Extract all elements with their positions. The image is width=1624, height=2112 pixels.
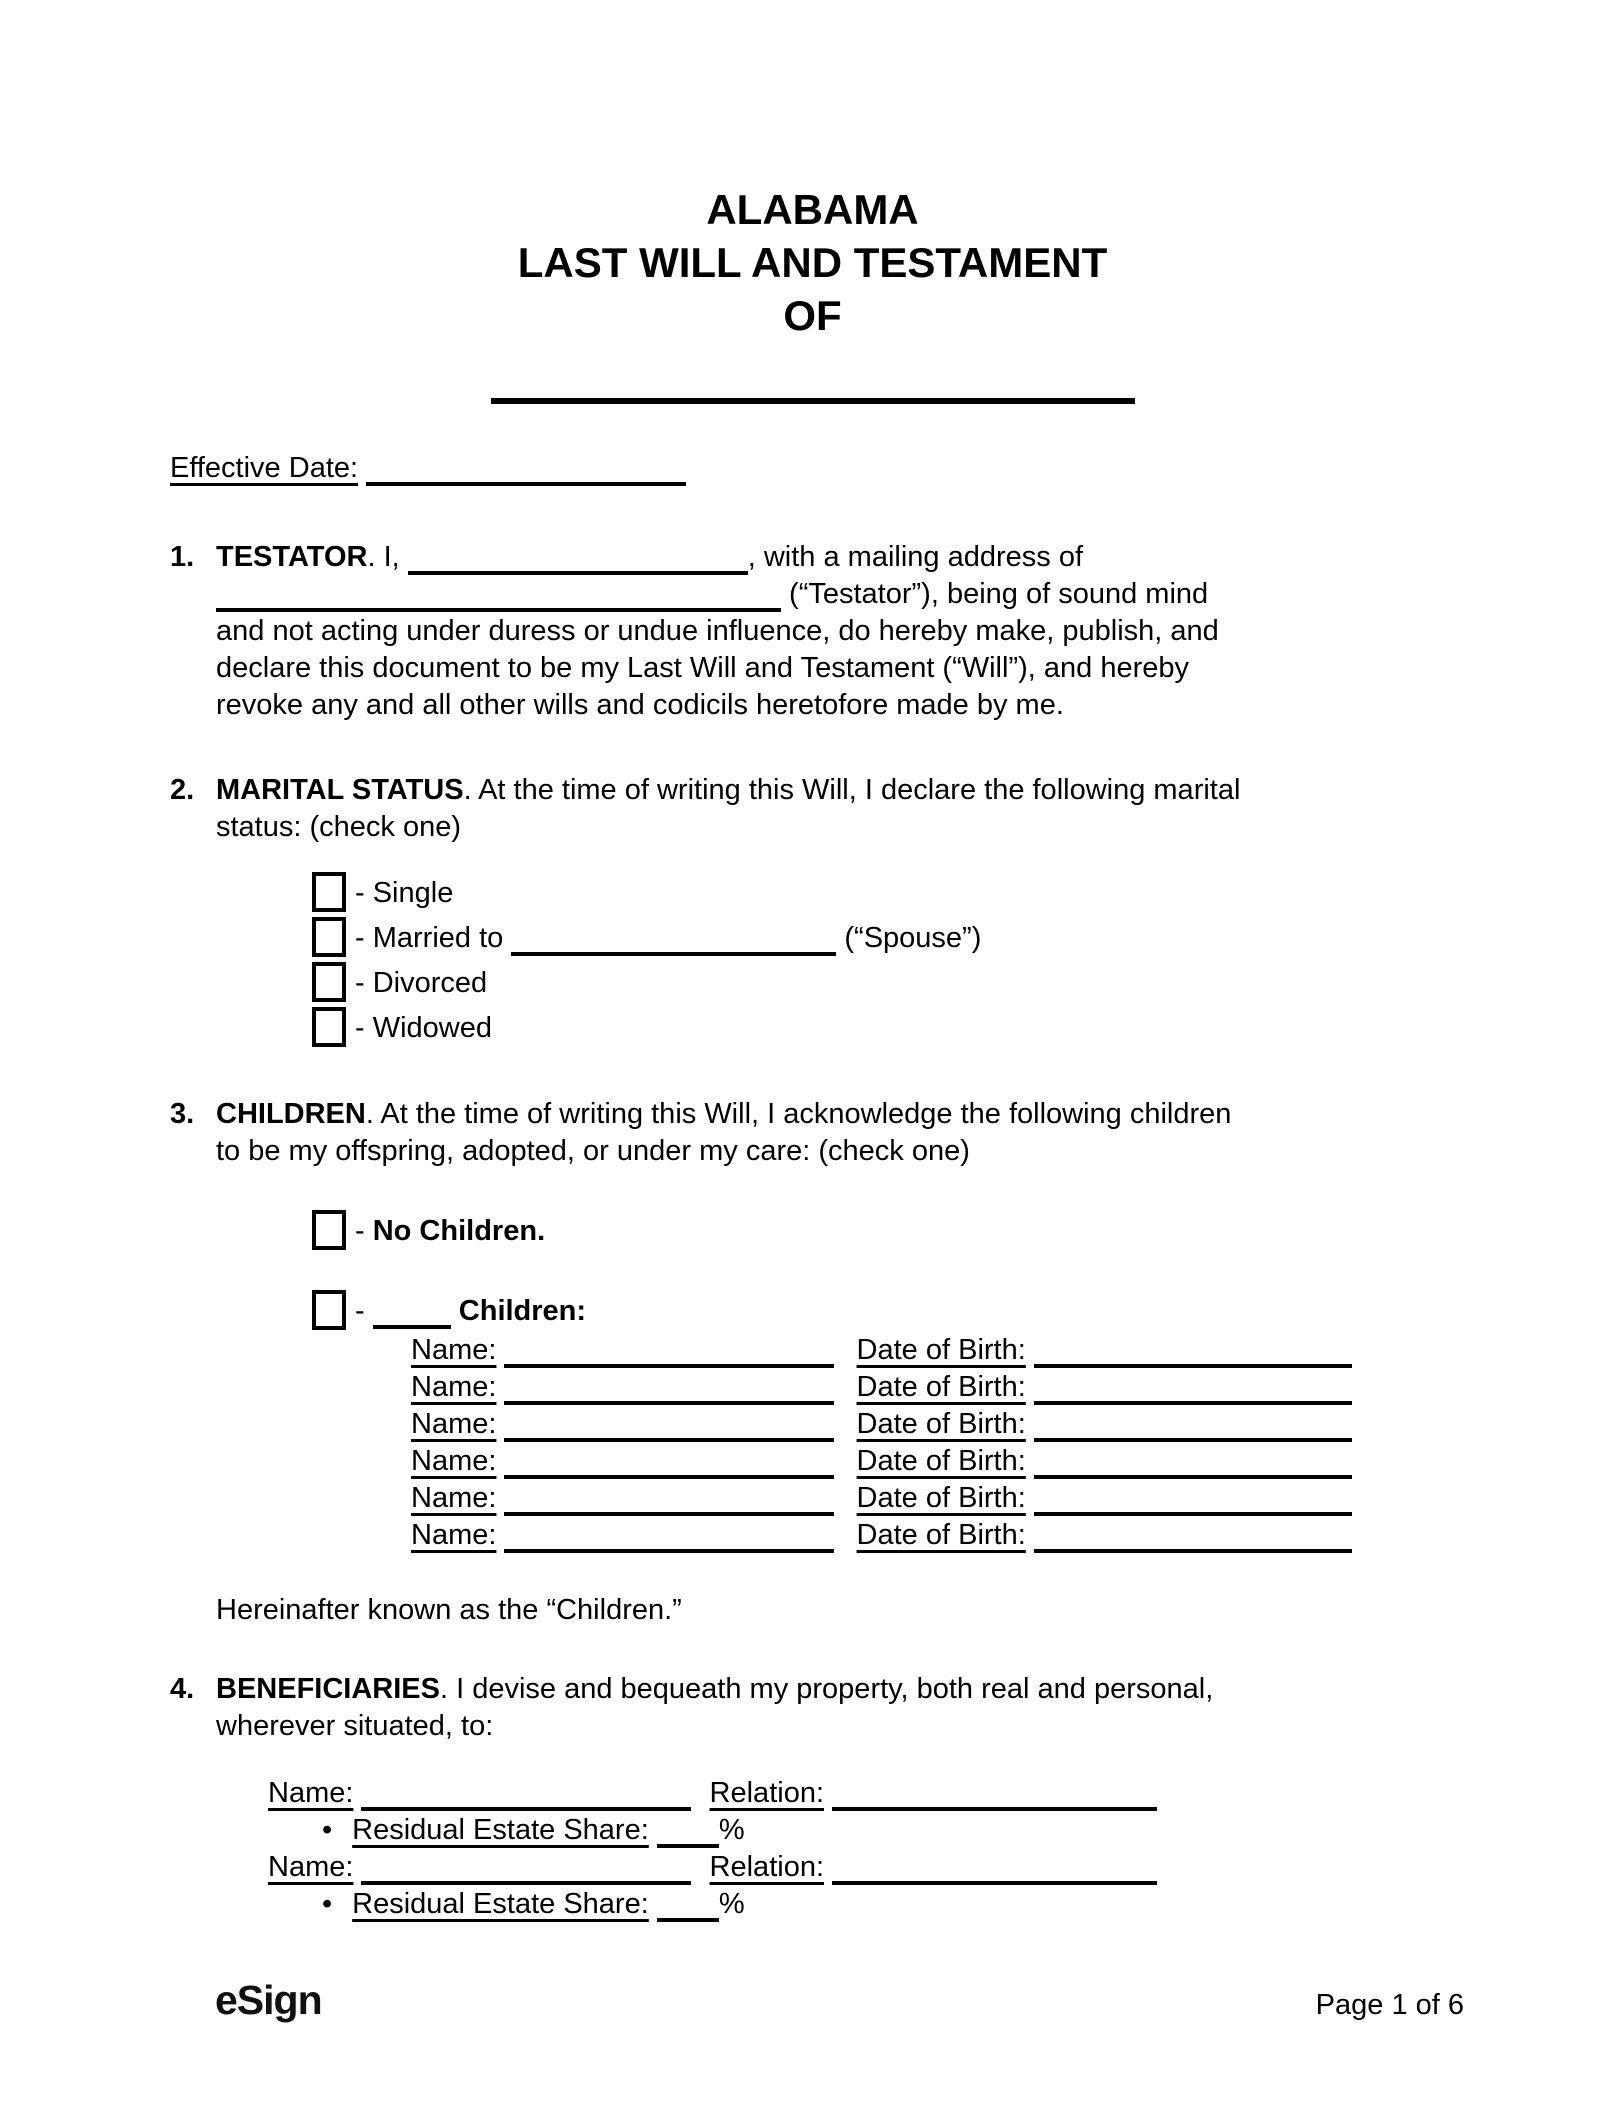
beneficiaries-line-1 — [216, 1671, 1455, 1708]
marital-text-1: . At the time of writing this Will, I declare the following marital — [463, 774, 1241, 806]
option-no-children — [312, 1210, 1455, 1250]
title-line-state: ALABAMA — [706, 186, 919, 233]
testator-address-blank[interactable] — [216, 608, 781, 612]
child-5-dob-blank[interactable] — [1034, 1512, 1352, 1516]
beneficiary-1-share-label: Residual Estate Share: — [352, 1814, 649, 1846]
child-1-dob-blank[interactable] — [1034, 1364, 1352, 1368]
child-3-dob-label: Date of Birth: — [856, 1408, 1026, 1440]
option-has-children — [312, 1290, 1455, 1330]
testator-name-line-blank[interactable] — [491, 398, 1135, 404]
beneficiary-2-relation-label: Relation: — [709, 1851, 825, 1883]
page-indicator: Page 1 of 6 — [1315, 1989, 1464, 2021]
beneficiary-2-name-label: Name: — [268, 1851, 354, 1883]
title-line-of: OF — [783, 292, 842, 339]
beneficiaries-line-2: wherever situated, to: — [216, 1710, 494, 1742]
child-2-name-blank[interactable] — [504, 1401, 834, 1405]
option-single-label: - Single — [355, 877, 454, 909]
section-marital-heading: MARITAL STATUS — [216, 774, 464, 806]
title-line-main: LAST WILL AND TESTAMENT — [517, 239, 1108, 286]
children-text-1: . At the time of writing this Will, I acknowledge the following children — [365, 1098, 1232, 1130]
child-row-4 — [411, 1443, 1455, 1480]
checkbox-married[interactable] — [312, 917, 346, 957]
bullet-icon: • — [322, 1814, 333, 1846]
option-widowed-label: - Widowed — [355, 1012, 492, 1044]
no-children-period: . — [537, 1215, 546, 1247]
children-line-2: to be my offspring, adopted, or under my care: (check one) — [216, 1135, 970, 1167]
beneficiary-1-relation-blank[interactable] — [832, 1807, 1157, 1811]
child-row-5 — [411, 1480, 1455, 1517]
effective-date-label: Effective Date: — [170, 452, 359, 484]
section-beneficiaries — [170, 1671, 1455, 1923]
beneficiary-2-share-label: Residual Estate Share: — [352, 1888, 649, 1920]
beneficiary-1-share-blank[interactable] — [657, 1844, 719, 1848]
beneficiary-1-share-row — [322, 1812, 1455, 1849]
section-children — [170, 1096, 1455, 1629]
child-1-name-blank[interactable] — [504, 1364, 834, 1368]
no-children-label: No Children — [372, 1215, 538, 1247]
child-2-dob-blank[interactable] — [1034, 1401, 1352, 1405]
beneficiary-2-relation-blank[interactable] — [832, 1881, 1157, 1885]
beneficiary-1-name-blank[interactable] — [361, 1807, 691, 1811]
child-6-name-label: Name: — [411, 1519, 497, 1551]
child-row-3 — [411, 1406, 1455, 1443]
child-row-6 — [411, 1517, 1455, 1554]
child-3-name-label: Name: — [411, 1408, 497, 1440]
section-children-heading: CHILDREN — [216, 1098, 366, 1130]
section-beneficiaries-heading: BENEFICIARIES — [216, 1673, 440, 1705]
child-3-dob-blank[interactable] — [1034, 1438, 1352, 1442]
child-3-name-blank[interactable] — [504, 1438, 834, 1442]
beneficiaries-text-1: . I devise and bequeath my property, both real and personal, — [439, 1673, 1214, 1705]
children-line-1 — [216, 1096, 1455, 1133]
section-children-number: 3. — [170, 1098, 195, 1130]
bullet-icon: • — [322, 1888, 333, 1920]
child-2-dob-label: Date of Birth: — [856, 1371, 1026, 1403]
children-count-dash: - — [355, 1295, 373, 1327]
testator-line-3: and not acting under duress or undue influence, do hereby make, publish, and — [216, 615, 1219, 647]
beneficiary-1-row — [268, 1775, 1455, 1812]
section-testator-number: 1. — [170, 541, 195, 573]
no-children-dash: - — [355, 1215, 373, 1247]
child-row-2 — [411, 1369, 1455, 1406]
child-4-dob-label: Date of Birth: — [856, 1445, 1026, 1477]
child-2-name-label: Name: — [411, 1371, 497, 1403]
option-married — [312, 917, 1455, 957]
beneficiary-2-percent-sign: % — [718, 1888, 745, 1920]
marital-line-2: status: (check one) — [216, 811, 461, 843]
child-5-name-blank[interactable] — [504, 1512, 834, 1516]
option-married-suffix: (“Spouse”) — [836, 922, 982, 954]
child-1-name-label: Name: — [411, 1334, 497, 1366]
page-footer — [215, 1978, 1464, 2024]
checkbox-single[interactable] — [312, 872, 346, 912]
option-married-label: - Married to — [355, 922, 512, 954]
option-widowed — [312, 1007, 1455, 1047]
child-4-dob-blank[interactable] — [1034, 1475, 1352, 1479]
effective-date-blank[interactable] — [366, 482, 686, 486]
children-table — [411, 1332, 1455, 1554]
beneficiary-2-name-blank[interactable] — [361, 1881, 691, 1885]
section-marital-status — [170, 772, 1455, 1052]
section-testator — [170, 539, 1455, 724]
children-count-label: Children — [458, 1295, 577, 1327]
testator-line-4: declare this document to be my Last Will and Testament (“Will”), and hereby — [216, 652, 1189, 684]
section-testator-heading: TESTATOR — [216, 541, 368, 573]
child-6-dob-label: Date of Birth: — [856, 1519, 1026, 1551]
checkbox-divorced[interactable] — [312, 962, 346, 1002]
beneficiary-1-percent-sign: % — [718, 1814, 745, 1846]
children-count-colon: : — [576, 1295, 587, 1327]
beneficiary-1-name-label: Name: — [268, 1777, 354, 1809]
testator-text-2: , with a mailing address of — [747, 541, 1084, 573]
hereinafter-note: Hereinafter known as the “Children.” — [216, 1594, 682, 1626]
beneficiary-1-relation-label: Relation: — [709, 1777, 825, 1809]
option-single — [312, 872, 1455, 912]
esign-logo: eSign — [215, 1977, 322, 2023]
child-4-name-blank[interactable] — [504, 1475, 834, 1479]
child-4-name-label: Name: — [411, 1445, 497, 1477]
option-divorced — [312, 962, 1455, 1002]
testator-line-1 — [216, 539, 1455, 576]
option-divorced-label: - Divorced — [355, 967, 488, 999]
beneficiary-2-row — [268, 1849, 1455, 1886]
testator-text-1: . I, — [367, 541, 408, 573]
beneficiary-entries — [268, 1775, 1455, 1923]
child-5-dob-label: Date of Birth: — [856, 1482, 1026, 1514]
spouse-name-blank[interactable] — [511, 952, 836, 956]
checkbox-has-children[interactable] — [312, 1290, 346, 1330]
section-marital-number: 2. — [170, 774, 195, 806]
effective-date-row — [170, 450, 1455, 487]
marital-line-1 — [216, 772, 1455, 809]
testator-line-5: revoke any and all other wills and codicils heretofore made by me. — [216, 689, 1064, 721]
child-row-1 — [411, 1332, 1455, 1369]
child-6-dob-blank[interactable] — [1034, 1549, 1352, 1553]
marital-options — [312, 872, 1455, 1047]
beneficiary-2-share-blank[interactable] — [657, 1918, 719, 1922]
beneficiary-2-share-row — [322, 1886, 1455, 1923]
child-6-name-blank[interactable] — [504, 1549, 834, 1553]
section-beneficiaries-number: 4. — [170, 1673, 195, 1705]
testator-line-2 — [216, 576, 1455, 613]
child-5-name-label: Name: — [411, 1482, 497, 1514]
children-count-blank[interactable] — [373, 1325, 451, 1329]
document-title — [170, 183, 1455, 342]
testator-name-blank[interactable] — [408, 571, 748, 575]
testator-text-3: (“Testator”), being of sound mind — [781, 578, 1209, 610]
checkbox-widowed[interactable] — [312, 1007, 346, 1047]
checkbox-no-children[interactable] — [312, 1210, 346, 1250]
child-1-dob-label: Date of Birth: — [856, 1334, 1026, 1366]
